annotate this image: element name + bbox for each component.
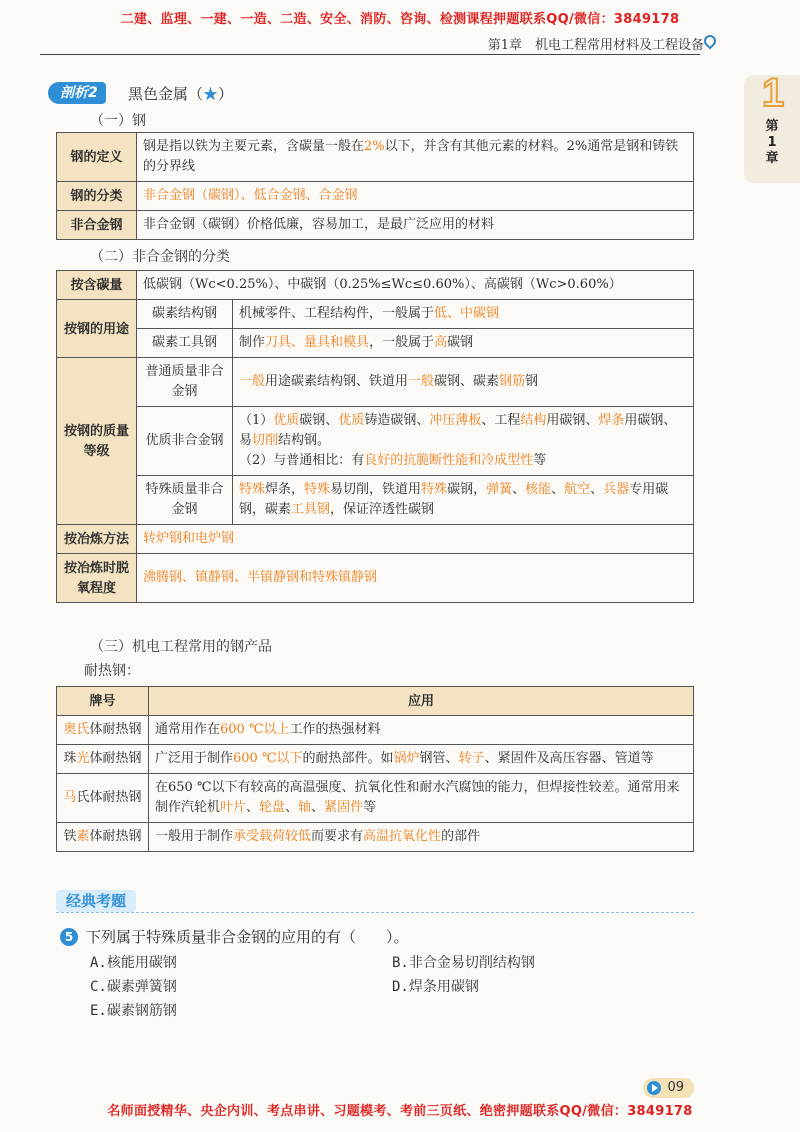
- steel-definition-table: [56, 132, 694, 240]
- table-row: 按钢的用途 碳素结构钢 机械零件、工程结构件，一般属于低、中碳钢: [57, 300, 694, 329]
- chapter-big-number: 1: [762, 71, 785, 115]
- table-row: 马氏体耐热钢 在650 ℃以下有较高的高温强度、抗氧化性和耐水汽腐蚀的能力，但焊接性较差。通常用来制作汽轮机叶片、轮盘、轴、紧固件等: [57, 774, 694, 823]
- table-row: 奥氏体耐热钢 通常用作在600 ℃以上工作的热强材料: [57, 716, 694, 745]
- exam-divider: [56, 912, 694, 913]
- option-e[interactable]: E.碳素钢筋钢: [90, 1003, 177, 1019]
- table-row: 珠光体耐热钢 广泛用于制作600 ℃以下的耐热部件。如锅炉钢管、转子、紧固件及高压容器、管道等: [57, 745, 694, 774]
- section-title: 黑色金属（★）: [128, 85, 234, 103]
- option-a[interactable]: A.核能用碳钢: [90, 955, 177, 971]
- heat-resistant-steel-table: [56, 686, 694, 852]
- table-row: 钢的定义 钢是指以铁为主要元素，含碳量一般在2%以下，并含有其他元素的材料。2%通常是钢和铸铁的分界线: [57, 133, 694, 182]
- analysis-badge: 剖析2: [48, 82, 106, 104]
- table-row: 按冶炼时脱氧程度 沸腾钢、镇静钢、半镇静钢和特殊镇静钢: [57, 554, 694, 603]
- table-row: 按含碳量 低碳钢（Wc<0.25%）、中碳钢（0.25%≤Wc≤0.60%）、高碳钢（Wc>0.60%）: [57, 271, 694, 300]
- table-header-row: 牌号 应用: [57, 687, 694, 716]
- chapter-side-tab[interactable]: [744, 71, 800, 183]
- top-contact-banner: 二建、监理、一建、一造、二造、安全、消防、咨询、检测课程押题联系QQ/微信：3849178: [120, 12, 680, 27]
- classification-table: [56, 270, 694, 603]
- table-row: 按冶炼方法 转炉钢和电炉钢: [57, 525, 694, 554]
- bottom-contact-banner: 名师面授精华、央企内训、考点串讲、习题模考、考前三页纸、绝密押题联系QQ/微信：3849178: [107, 1104, 693, 1119]
- table-row: 铁素体耐热钢 一般用于制作承受载荷较低而要求有高温抗氧化性的部件: [57, 823, 694, 852]
- table-row: 钢的分类 非合金钢（碳钢）、低合金钢、合金钢: [57, 182, 694, 211]
- option-d[interactable]: D.焊条用碳钢: [392, 979, 479, 995]
- table-row: 碳素工具钢 制作刀具、量具和模具，一般属于高碳钢: [57, 329, 694, 358]
- play-icon: [647, 1081, 661, 1095]
- chapter-tab-label: 第 1 章: [765, 119, 779, 166]
- question-text: 下列属于特殊质量非合金钢的应用的有（ ）。: [86, 928, 409, 946]
- header-divider: [40, 54, 700, 55]
- classic-exam-badge: 经典考题: [56, 890, 136, 912]
- subsection-classification: （二）非合金钢的分类: [90, 249, 230, 265]
- table-row: 非合金钢 非合金钢（碳钢）价格低廉，容易加工，是最广泛应用的材料: [57, 211, 694, 240]
- question-number: 5: [60, 928, 78, 946]
- table-row: 按钢的质量等级 普通质量非合金钢 一般用途碳素结构钢、铁道用一般碳钢、碳素钢筋钢: [57, 358, 694, 407]
- page-number: 09: [643, 1078, 694, 1098]
- location-pin-icon: [702, 33, 719, 50]
- table-row: 优质非合金钢 （1）优质碳钢、优质铸造碳钢、冲压薄板、工程结构用碳钢、焊条用碳钢、易切削结构钢。 （2）与普通相比：有良好的抗脆断性能和冷成型性等: [57, 407, 694, 476]
- subsection-steel: （一）钢: [90, 113, 146, 129]
- table-row: 特殊质量非合金钢 特殊焊条，特殊易切削，铁道用特殊碳钢，弹簧、核能、航空、兵器专用碳钢，碳素工具钢，保证淬透性碳钢: [57, 476, 694, 525]
- option-c[interactable]: C.碳素弹簧钢: [90, 979, 177, 995]
- chapter-header: 第1章 机电工程常用材料及工程设备: [487, 38, 704, 53]
- heat-resistant-label: 耐热钢：: [84, 663, 140, 679]
- option-b[interactable]: B.非合金易切削结构钢: [392, 955, 535, 971]
- subsection-products: （三）机电工程常用的钢产品: [90, 639, 272, 655]
- star-icon: ★: [203, 85, 219, 103]
